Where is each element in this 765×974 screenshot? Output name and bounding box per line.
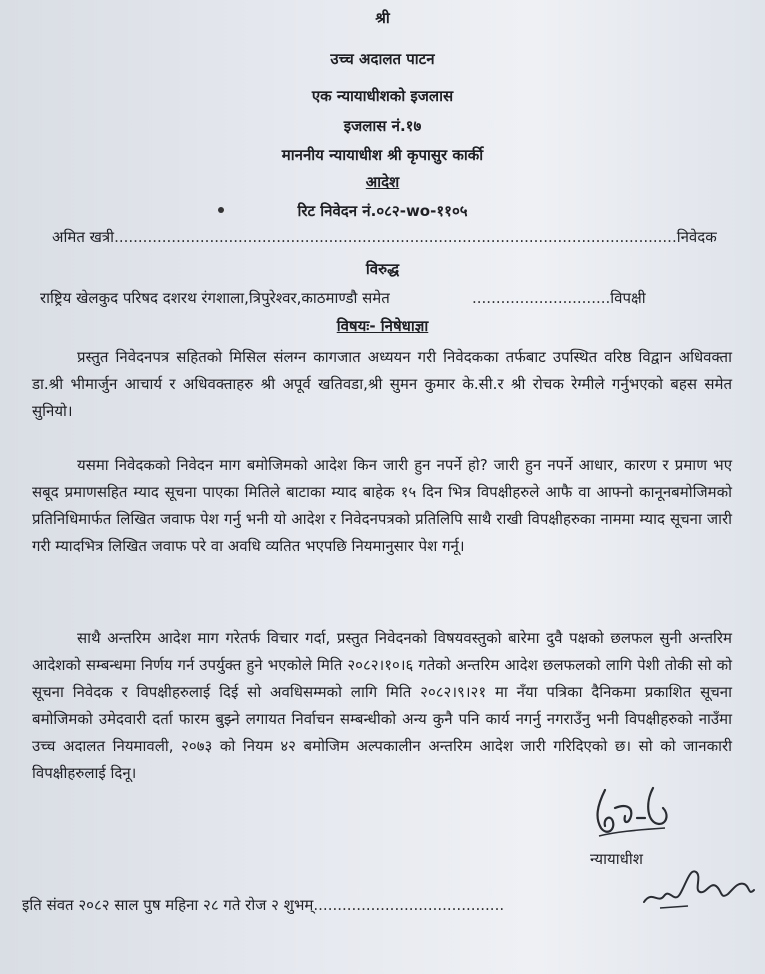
paragraph-2: यसमा निवेदकको निवेदन माग बमोजिमको आदेश किन जारी हुन नपर्ने हो? जारी हुन नपर्ने आधार, कारण र प्रमाण भए सबूद प्रमाणसहित म्याद सूचना पाएका मितिले बाटाका म्याद बाहेक १५ दिन भित्र विपक्षीहरुले आफै वा आफ्नो कानूनबमोजिमको प्रतिनिधिमार्फत लिखित जवाफ पेश गर्नु भनी यो आदेश र निवेदनपत्रको प्रतिलिपि साथै राखी विपक्षीहरुका नाममा म्याद सूचना जारी गरी म्यादभित्र लिखित जवाफ परे वा अवधि व्यतित भएपछि नियमानुसार पेश गर्नू।	[32, 456, 732, 555]
versus-heading: विरुद्ध	[365, 260, 400, 278]
footer-date: इति संवत २०८२ साल पुष महिना २८ गते रोज २ शुभम्	[22, 896, 314, 914]
petitioner-role: निवेदक	[676, 228, 717, 246]
judge-role: न्यायाधीश	[590, 850, 643, 868]
petitioner-dots: ......................................................................................................................	[114, 228, 677, 246]
respondent-role: विपक्षी	[610, 289, 646, 307]
petitioner-name: अमित खत्री	[52, 228, 115, 246]
judge-name: माननीय न्यायाधीश श्री कृपासुर कार्की	[281, 146, 484, 164]
order-title: आदेश	[365, 173, 400, 191]
paragraph-1: प्रस्तुत निवेदनपत्र सहितको मिसिल संलग्न कागजात अध्ययन गरी निवेदकका तर्फबाट उपस्थित वरिष्ठ विद्वान अधिवक्ता डा.श्री भीमार्जुन आचार्य र अधिवक्ताहरु श्री अपूर्व खतिवडा,श्री सुमन कुमार के.सी.र श्री रोचक रेग्मीले गर्नुभएको बहस समेत सुनियो।	[32, 348, 732, 420]
respondent-role-line	[472, 288, 646, 308]
footer-dots: ........................................	[313, 896, 505, 914]
paragraph-3: साथै अन्तरिम आदेश माग गरेतर्फ विचार गर्दा, प्रस्तुत निवेदनको विषयवस्तुको बारेमा दुवै पक्षको छलफल सुनी अन्तरिम आदेशको सम्बन्धमा निर्णय गर्न उपर्युक्त हुने भएकोले मिति २०८२।१०।६ गतेको अन्तरिम आदेश छलफलको लागि पेशी तोकी सो को सूचना निवेदक र विपक्षीहरुलाई दिई सो अवधिसम्मको लागि मिति २०८२।९।२१ मा नँया पत्रिका दैनिकमा प्रकाशित सूचना बमोजिमको उमेदवारी दर्ता फारम बुझ्ने लगायत निर्वाचन सम्बन्धीको अन्य कुनै पनि कार्य नगर्नु नगराउँनु भनी विपक्षीहरुको नाउँमा उच्च अदालत नियमावली, २०७३ को नियम ४२ बमोजिम अल्पकालीन अन्तरिम आदेश जारी गरिदिएको छ। सो को जानकारी विपक्षीहरुलाई दिनू।	[32, 629, 732, 782]
bench-number: इजलास नं.१७	[343, 117, 422, 135]
petitioner-line	[52, 227, 717, 247]
bench-title: एक न्यायाधीशको इजलास	[311, 87, 454, 105]
handwritten-date	[640, 860, 760, 915]
shree-heading: श्री	[375, 9, 390, 27]
writ-number: रिट निवेदन नं.०८२-wo-११०५	[297, 202, 468, 220]
respondent-dots: .............................	[472, 289, 611, 307]
judge-signature	[575, 778, 685, 848]
ink-smudge	[218, 207, 224, 213]
respondent-name: राष्ट्रिय खेलकुद परिषद दशरथ रंगशाला,त्रिपुरेश्वर,काठमाण्डौ समेत	[40, 289, 390, 307]
court-name: उच्च अदालत पाटन	[330, 50, 435, 68]
respondent-line	[40, 288, 390, 308]
subject-heading: विषयः- निषेधाज्ञा	[336, 317, 429, 335]
footer-date-line	[22, 895, 504, 915]
